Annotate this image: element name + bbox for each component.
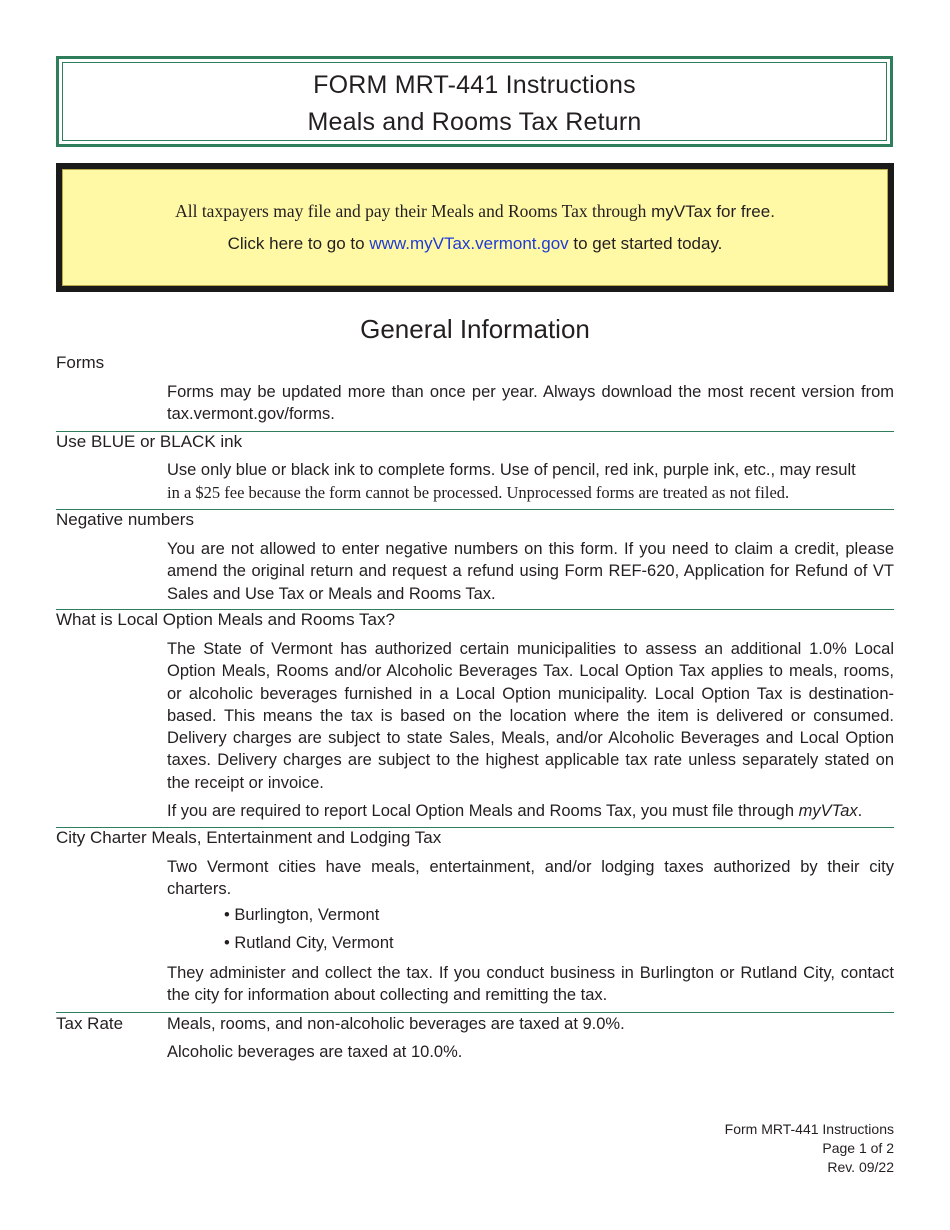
tax-rate-line-1: Meals, rooms, and non-alcoholic beverages are taxed at 9.0%. (167, 1015, 625, 1033)
heading-tax-rate: Tax Rate (56, 1014, 124, 1033)
heading-ink: Use BLUE or BLACK ink (56, 432, 243, 451)
city-charter-text-2: They administer and collect the tax. If you conduct business in Burlington or Rutland City, contact the city for information about collecting and remitting the tax. (167, 964, 894, 1005)
ink-text-line-1: Use only blue or black ink to complete forms. Use of pencil, red ink, purple ink, etc., may result (167, 461, 856, 479)
notice-line-1 (63, 201, 887, 222)
notice-box (56, 163, 894, 292)
notice-text: All taxpayers may file and pay their Meals and Rooms Tax through (175, 201, 647, 221)
tax-rate-line-2: Alcoholic beverages are taxed at 10.0%. (167, 1043, 463, 1061)
section-title: General Information (360, 314, 590, 344)
notice-click-text[interactable]: Click here to go to (227, 234, 365, 253)
footer-form-name: Form MRT-441 Instructions (724, 1121, 894, 1137)
bullet-rutland: • Rutland City, Vermont (224, 934, 394, 952)
city-charter-text: Two Vermont cities have meals, entertainment, and/or lodging taxes authorized by their city charters. (167, 858, 894, 899)
notice-brand: myVTax for free. (651, 202, 775, 221)
notice-box-inner (62, 169, 888, 286)
title-box (56, 56, 893, 147)
myvtax-link[interactable]: www.myVTax.vermont.gov (369, 234, 569, 253)
form-subtitle: Meals and Rooms Tax Return (307, 108, 642, 136)
ink-text-line-2: in a $25 fee because the form cannot be processed. Unprocessed forms are treated as not filed. (167, 483, 790, 502)
forms-text: Forms may be updated more than once per year. Always download the most recent version from tax.vermont.gov/forms. (167, 383, 894, 424)
negative-numbers-text: You are not allowed to enter negative numbers on this form. If you need to claim a credit, please amend the original return and request a refund using Form REF-620, Application for Refund of VT Sales and Use Tax or Meals and Rooms Tax. (167, 540, 894, 603)
notice-suffix: to get started today. (573, 234, 723, 253)
form-title: FORM MRT-441 Instructions (313, 71, 636, 99)
title-box-inner-border (62, 62, 887, 141)
heading-city-charter: City Charter Meals, Entertainment and Lodging Tax (56, 828, 442, 847)
local-option-text: The State of Vermont has authorized certain municipalities to assess an additional 1.0% Local Option Meals, Rooms and/or Alcoholic Beverages Tax. Local Option Tax applies to meals, rooms, or alcoholic beverages furnished in a Local Option municipality. Local Option Tax is destination-based. This means the tax is based on the location where the item is delivered or consumed. Delivery charges are subject to state Sales, Meals, and/or Alcoholic Beverages and Local Option taxes. Delivery charges are subject to the highest applicable tax rate unless separately stated on the receipt or invoice. (167, 640, 894, 792)
period: . (857, 802, 863, 820)
heading-local-option: What is Local Option Meals and Rooms Tax? (56, 610, 395, 629)
myvtax-brand: myVTax (798, 802, 858, 820)
notice-line-2[interactable] (63, 234, 887, 254)
local-option-text-2 (167, 800, 894, 822)
heading-negative-numbers: Negative numbers (56, 510, 194, 529)
footer-page-number: Page 1 of 2 (822, 1140, 894, 1156)
heading-forms: Forms (56, 353, 105, 372)
footer-revision: Rev. 09/22 (827, 1159, 894, 1175)
local-option-text-2-prefix: If you are required to report Local Option Meals and Rooms Tax, you must file through (167, 802, 795, 820)
bullet-burlington: • Burlington, Vermont (224, 906, 380, 924)
